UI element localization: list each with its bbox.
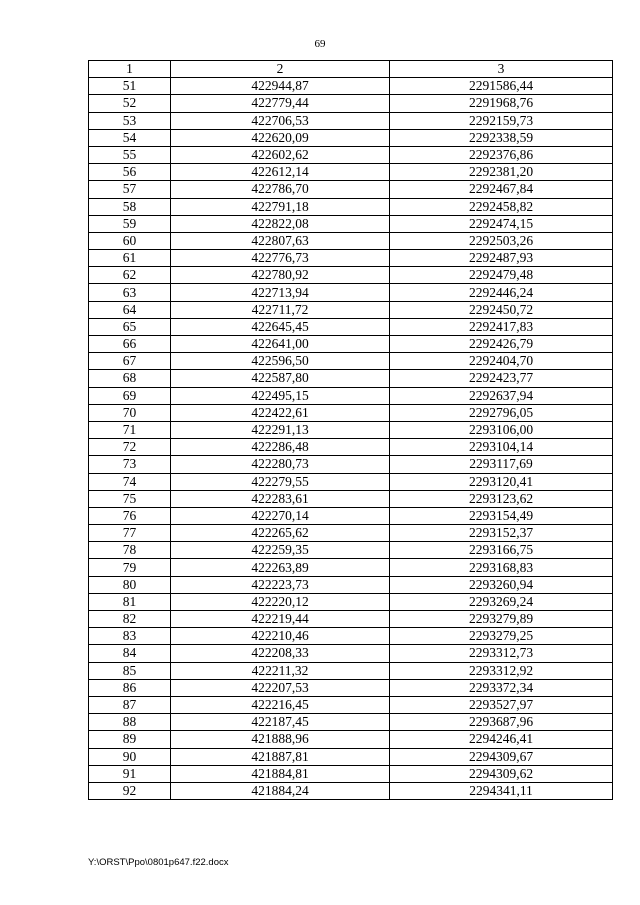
y-coordinate-cell: 2293168,83	[390, 559, 613, 576]
x-coordinate-cell: 422713,94	[171, 284, 390, 301]
table-row	[89, 731, 613, 748]
point-number-cell: 80	[89, 576, 171, 593]
y-coordinate-cell: 2291968,76	[390, 95, 613, 112]
x-coordinate-cell: 422791,18	[171, 198, 390, 215]
point-number-cell: 60	[89, 232, 171, 249]
y-coordinate-cell: 2292159,73	[390, 112, 613, 129]
table-row	[89, 370, 613, 387]
y-coordinate-cell: 2293117,69	[390, 456, 613, 473]
y-coordinate-cell: 2292503,26	[390, 232, 613, 249]
table-row	[89, 78, 613, 95]
y-coordinate-cell: 2293123,62	[390, 490, 613, 507]
table-row	[89, 95, 613, 112]
y-coordinate-cell: 2292479,48	[390, 267, 613, 284]
coordinates-table-container	[88, 60, 612, 800]
y-coordinate-cell: 2292474,15	[390, 215, 613, 232]
x-coordinate-cell: 422807,63	[171, 232, 390, 249]
table-header-row	[89, 61, 613, 78]
point-number-cell: 72	[89, 439, 171, 456]
point-number-cell: 68	[89, 370, 171, 387]
x-coordinate-cell: 422822,08	[171, 215, 390, 232]
x-coordinate-cell: 422220,12	[171, 593, 390, 610]
x-coordinate-cell: 422612,14	[171, 164, 390, 181]
x-coordinate-cell: 422786,70	[171, 181, 390, 198]
point-number-cell: 61	[89, 250, 171, 267]
table-row	[89, 782, 613, 799]
x-coordinate-cell: 422216,45	[171, 696, 390, 713]
y-coordinate-cell: 2293120,41	[390, 473, 613, 490]
y-coordinate-cell: 2292446,24	[390, 284, 613, 301]
point-number-cell: 90	[89, 748, 171, 765]
point-number-cell: 70	[89, 404, 171, 421]
table-row	[89, 628, 613, 645]
point-number-cell: 66	[89, 336, 171, 353]
x-coordinate-cell: 422207,53	[171, 679, 390, 696]
y-coordinate-cell: 2293106,00	[390, 421, 613, 438]
y-coordinate-cell: 2292423,77	[390, 370, 613, 387]
x-coordinate-cell: 422208,33	[171, 645, 390, 662]
y-coordinate-cell: 2292450,72	[390, 301, 613, 318]
point-number-cell: 62	[89, 267, 171, 284]
point-number-cell: 71	[89, 421, 171, 438]
y-coordinate-cell: 2293312,73	[390, 645, 613, 662]
table-row	[89, 748, 613, 765]
y-coordinate-cell: 2293279,25	[390, 628, 613, 645]
table-row	[89, 387, 613, 404]
point-number-cell: 56	[89, 164, 171, 181]
point-number-cell: 64	[89, 301, 171, 318]
x-coordinate-cell: 422187,45	[171, 714, 390, 731]
table-row	[89, 714, 613, 731]
point-number-cell: 91	[89, 765, 171, 782]
table-row	[89, 559, 613, 576]
point-number-cell: 69	[89, 387, 171, 404]
y-coordinate-cell: 2294309,67	[390, 748, 613, 765]
table-row	[89, 696, 613, 713]
table-row	[89, 542, 613, 559]
y-coordinate-cell: 2293527,97	[390, 696, 613, 713]
y-coordinate-cell: 2294341,11	[390, 782, 613, 799]
x-coordinate-cell: 422219,44	[171, 611, 390, 628]
point-number-cell: 63	[89, 284, 171, 301]
x-coordinate-cell: 422645,45	[171, 318, 390, 335]
x-coordinate-cell: 422944,87	[171, 78, 390, 95]
column-header-2: 2	[171, 61, 390, 78]
x-coordinate-cell: 422270,14	[171, 507, 390, 524]
table-row	[89, 662, 613, 679]
x-coordinate-cell: 422620,09	[171, 129, 390, 146]
point-number-cell: 65	[89, 318, 171, 335]
x-coordinate-cell: 421887,81	[171, 748, 390, 765]
x-coordinate-cell: 422780,92	[171, 267, 390, 284]
point-number-cell: 58	[89, 198, 171, 215]
y-coordinate-cell: 2293152,37	[390, 525, 613, 542]
table-row	[89, 112, 613, 129]
x-coordinate-cell: 422776,73	[171, 250, 390, 267]
x-coordinate-cell: 422210,46	[171, 628, 390, 645]
table-row	[89, 164, 613, 181]
column-header-1: 1	[89, 61, 171, 78]
y-coordinate-cell: 2293260,94	[390, 576, 613, 593]
table-row	[89, 353, 613, 370]
y-coordinate-cell: 2294309,62	[390, 765, 613, 782]
coordinates-table	[88, 60, 613, 800]
point-number-cell: 73	[89, 456, 171, 473]
table-row	[89, 301, 613, 318]
point-number-cell: 79	[89, 559, 171, 576]
x-coordinate-cell: 422602,62	[171, 146, 390, 163]
x-coordinate-cell: 421884,81	[171, 765, 390, 782]
x-coordinate-cell: 422587,80	[171, 370, 390, 387]
table-row	[89, 250, 613, 267]
y-coordinate-cell: 2292487,93	[390, 250, 613, 267]
y-coordinate-cell: 2294246,41	[390, 731, 613, 748]
x-coordinate-cell: 422211,32	[171, 662, 390, 679]
table-row	[89, 456, 613, 473]
table-row	[89, 593, 613, 610]
point-number-cell: 55	[89, 146, 171, 163]
x-coordinate-cell: 422286,48	[171, 439, 390, 456]
table-row	[89, 611, 613, 628]
table-row	[89, 404, 613, 421]
y-coordinate-cell: 2292417,83	[390, 318, 613, 335]
point-number-cell: 84	[89, 645, 171, 662]
x-coordinate-cell: 422422,61	[171, 404, 390, 421]
x-coordinate-cell: 422263,89	[171, 559, 390, 576]
y-coordinate-cell: 2292426,79	[390, 336, 613, 353]
table-row	[89, 507, 613, 524]
point-number-cell: 87	[89, 696, 171, 713]
table-row	[89, 439, 613, 456]
point-number-cell: 92	[89, 782, 171, 799]
table-row	[89, 473, 613, 490]
y-coordinate-cell: 2292637,94	[390, 387, 613, 404]
y-coordinate-cell: 2293372,34	[390, 679, 613, 696]
x-coordinate-cell: 422779,44	[171, 95, 390, 112]
x-coordinate-cell: 422283,61	[171, 490, 390, 507]
point-number-cell: 83	[89, 628, 171, 645]
x-coordinate-cell: 422223,73	[171, 576, 390, 593]
file-path-footer: Y:\ORST\Ppo\0801p647.f22.docx	[88, 857, 229, 868]
y-coordinate-cell: 2293166,75	[390, 542, 613, 559]
y-coordinate-cell: 2292376,86	[390, 146, 613, 163]
point-number-cell: 59	[89, 215, 171, 232]
x-coordinate-cell: 422596,50	[171, 353, 390, 370]
x-coordinate-cell: 422265,62	[171, 525, 390, 542]
x-coordinate-cell: 422280,73	[171, 456, 390, 473]
table-row	[89, 181, 613, 198]
table-row	[89, 318, 613, 335]
table-row	[89, 267, 613, 284]
table-row	[89, 232, 613, 249]
point-number-cell: 89	[89, 731, 171, 748]
x-coordinate-cell: 422279,55	[171, 473, 390, 490]
point-number-cell: 78	[89, 542, 171, 559]
table-row	[89, 765, 613, 782]
y-coordinate-cell: 2292381,20	[390, 164, 613, 181]
point-number-cell: 57	[89, 181, 171, 198]
point-number-cell: 52	[89, 95, 171, 112]
table-row	[89, 490, 613, 507]
y-coordinate-cell: 2292467,84	[390, 181, 613, 198]
point-number-cell: 51	[89, 78, 171, 95]
y-coordinate-cell: 2293279,89	[390, 611, 613, 628]
x-coordinate-cell: 422495,15	[171, 387, 390, 404]
table-row	[89, 146, 613, 163]
point-number-cell: 74	[89, 473, 171, 490]
table-row	[89, 215, 613, 232]
table-row	[89, 129, 613, 146]
x-coordinate-cell: 422706,53	[171, 112, 390, 129]
point-number-cell: 88	[89, 714, 171, 731]
page-number: 69	[314, 38, 326, 50]
table-row	[89, 645, 613, 662]
table-body	[89, 78, 613, 800]
y-coordinate-cell: 2292338,59	[390, 129, 613, 146]
table-row	[89, 336, 613, 353]
x-coordinate-cell: 421884,24	[171, 782, 390, 799]
y-coordinate-cell: 2293269,24	[390, 593, 613, 610]
point-number-cell: 86	[89, 679, 171, 696]
y-coordinate-cell: 2293154,49	[390, 507, 613, 524]
x-coordinate-cell: 422259,35	[171, 542, 390, 559]
point-number-cell: 81	[89, 593, 171, 610]
point-number-cell: 76	[89, 507, 171, 524]
x-coordinate-cell: 422711,72	[171, 301, 390, 318]
x-coordinate-cell: 421888,96	[171, 731, 390, 748]
column-header-3: 3	[390, 61, 613, 78]
table-row	[89, 198, 613, 215]
table-row	[89, 525, 613, 542]
y-coordinate-cell: 2293312,92	[390, 662, 613, 679]
table-row	[89, 576, 613, 593]
table-row	[89, 679, 613, 696]
table-row	[89, 284, 613, 301]
y-coordinate-cell: 2293687,96	[390, 714, 613, 731]
y-coordinate-cell: 2292796,05	[390, 404, 613, 421]
point-number-cell: 77	[89, 525, 171, 542]
point-number-cell: 54	[89, 129, 171, 146]
point-number-cell: 85	[89, 662, 171, 679]
y-coordinate-cell: 2292458,82	[390, 198, 613, 215]
y-coordinate-cell: 2291586,44	[390, 78, 613, 95]
y-coordinate-cell: 2292404,70	[390, 353, 613, 370]
point-number-cell: 82	[89, 611, 171, 628]
y-coordinate-cell: 2293104,14	[390, 439, 613, 456]
point-number-cell: 53	[89, 112, 171, 129]
x-coordinate-cell: 422291,13	[171, 421, 390, 438]
x-coordinate-cell: 422641,00	[171, 336, 390, 353]
table-row	[89, 421, 613, 438]
point-number-cell: 67	[89, 353, 171, 370]
point-number-cell: 75	[89, 490, 171, 507]
